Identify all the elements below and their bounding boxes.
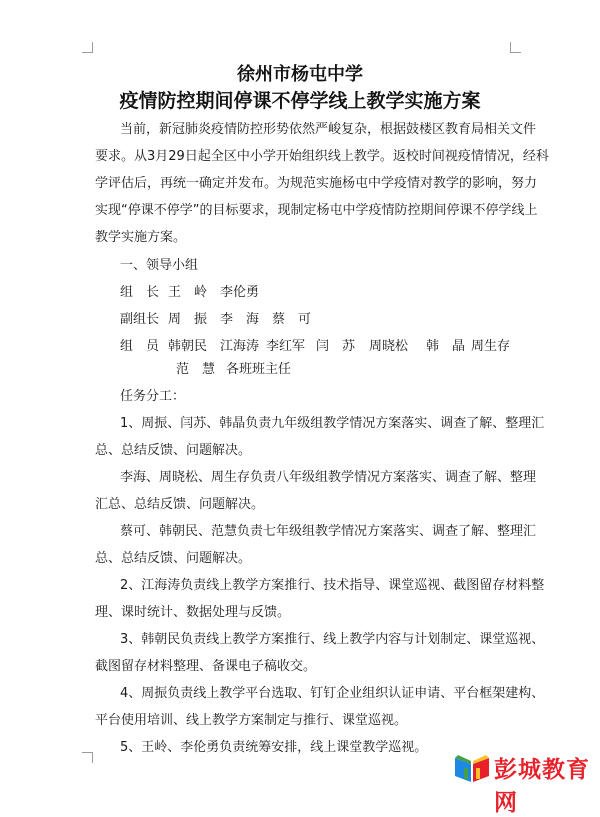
crop-mark-top-right xyxy=(510,42,521,53)
leader-name: 李伦勇 xyxy=(220,285,260,300)
task-line: 总、总结反馈、问题解决。 xyxy=(95,551,252,566)
task-line: 5、王岭、李伦勇负责统筹安排，线上课堂教学巡视。 xyxy=(120,740,428,755)
task-line: 平台使用培训、线上教学方案制定与推行、课堂巡视。 xyxy=(95,713,408,728)
member-name: 各班班主任 xyxy=(226,362,292,377)
member-name: 韩 晶 xyxy=(426,339,466,354)
plan-title: 疫情防控期间停课不停学线上教学实施方案 xyxy=(119,90,481,112)
intro-line: 当前，新冠肺炎疫情防控形势依然严峻复杂，根据鼓楼区教育局相关文件 xyxy=(120,122,537,137)
leader-name: 王 岭 xyxy=(168,285,208,300)
crop-mark-top-left xyxy=(82,42,93,53)
member-name: 江海涛 xyxy=(220,339,260,354)
task-line: 汇总、总结反馈、问题解决。 xyxy=(95,497,265,512)
member-name: 闫 苏 xyxy=(316,339,356,354)
deputy-label: 副组长 xyxy=(120,312,160,327)
task-line: 蔡可、韩朝民、范慧负责七年级组教学情况方案落实、调查了解、整理汇 xyxy=(120,524,537,539)
member-name: 周生存 xyxy=(471,339,511,354)
leader-label: 组 长 xyxy=(120,285,160,300)
school-title: 徐州市杨屯中学 xyxy=(237,64,363,85)
task-line: 4、周振负责线上教学平台选取、钉钉企业组织认证申请、平台框架建构、 xyxy=(120,686,545,701)
intro-line: 实现“停课不停学”的目标要求，现制定杨屯中学疫情防控期间停课不停学线上 xyxy=(95,203,538,218)
task-line: 1、周振、闫苏、韩晶负责九年级组教学情况方案落实、调查了解、整理汇 xyxy=(120,416,545,431)
watermark-text: 彭城教育网 xyxy=(494,757,590,816)
task-line: 理、课时统计、数据处理与反馈。 xyxy=(95,605,291,620)
member-name: 周晓松 xyxy=(369,339,409,354)
member-name: 李红军 xyxy=(266,339,306,354)
watermark-logo xyxy=(452,748,597,816)
member-name: 韩朝民 xyxy=(168,339,208,354)
member-name: 范 慧 xyxy=(176,362,216,377)
task-line: 李海、周晓松、周生存负责八年级组教学情况方案落实、调查了解、整理 xyxy=(120,470,537,485)
task-line: 总、总结反馈、问题解决。 xyxy=(95,443,252,458)
tasks-heading: 任务分工： xyxy=(120,389,186,404)
task-line: 2、江海涛负责线上教学方案推行、技术指导、课堂巡视、截图留存材料整 xyxy=(120,578,545,593)
section-heading: 一、领导小组 xyxy=(120,258,199,273)
deputy-name: 李 海 xyxy=(220,312,260,327)
crop-mark-bottom-left xyxy=(82,752,93,763)
intro-line: 学评估后，再统一确定并发布。为规范实施杨屯中学疫情对教学的影响，努力 xyxy=(95,176,538,191)
book-logo-icon xyxy=(452,750,492,784)
task-line: 3、韩朝民负责线上教学方案推行、线上教学内容与计划制定、课堂巡视、 xyxy=(120,632,545,647)
member-label: 组 员 xyxy=(120,339,160,354)
deputy-name: 周 振 xyxy=(168,312,208,327)
intro-line: 要求。从3月29日起全区中小学开始组织线上教学。返校时间视疫情情况，经科 xyxy=(95,149,549,164)
deputy-name: 蔡 可 xyxy=(272,312,312,327)
task-line: 截图留存材料整理、备课电子稿收交。 xyxy=(95,659,317,674)
intro-line: 教学实施方案。 xyxy=(95,230,187,245)
